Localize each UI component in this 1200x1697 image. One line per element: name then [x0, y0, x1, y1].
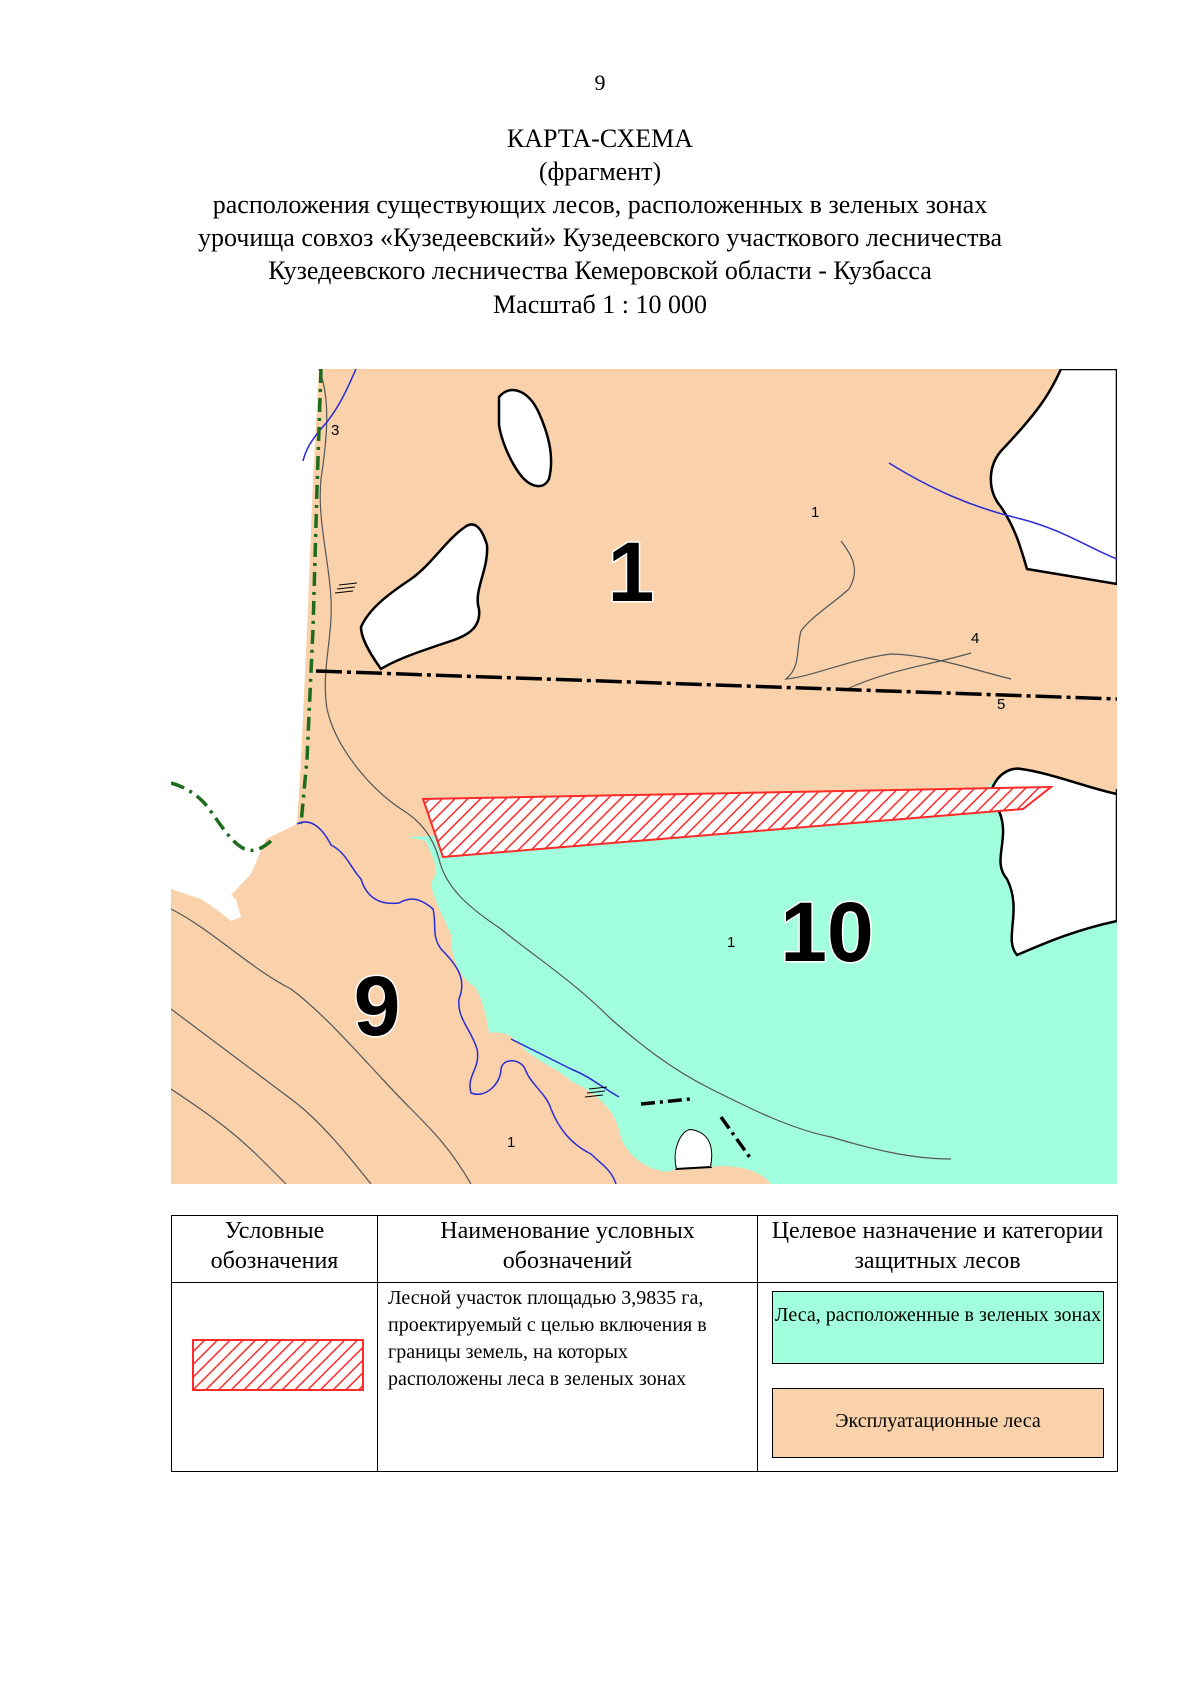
non-forest-gap: [171, 369, 319, 904]
category-exploitation-forest: Эксплуатационные леса: [772, 1388, 1104, 1458]
legend-item-description: Лесной участок площадью 3,9835 га, проектируемый с целью включения в границы земель, на которых расположены леса в зеленых зонах: [378, 1283, 758, 1472]
legend-header-row: [172, 1216, 1118, 1283]
map-canvas[interactable]: [171, 369, 1117, 1184]
title-line-5: Кузедеевского лесничества Кемеровской области - Кузбасса: [268, 256, 932, 285]
plot-label-1-quarter-9: 1: [507, 1134, 516, 1151]
map-title: [0, 122, 1200, 287]
legend-table: [171, 1215, 1118, 1472]
legend-item-row: [172, 1283, 1118, 1472]
map-fragment[interactable]: [171, 369, 1117, 1184]
legend-header-symbol: Условные обозначения: [172, 1216, 378, 1283]
title-line-4: урочища совхоз «Кузедеевский» Кузедеевского участкового лесничества: [197, 223, 1003, 252]
legend-symbol-cell: [172, 1283, 378, 1472]
quarter-number-10: 10: [780, 885, 874, 979]
map-scale: Масштаб 1 : 10 000: [493, 290, 707, 319]
plot-label-1-quarter-10: 1: [727, 934, 736, 951]
plot-label-1-quarter-1: 1: [811, 504, 820, 521]
page-number: 9: [594, 70, 606, 95]
quarter-number-1: 1: [607, 525, 655, 619]
plot-label-3: 3: [331, 422, 340, 439]
red-hatch-swatch-icon: [192, 1339, 364, 1391]
title-line-3: расположения существующих лесов, расположенных в зеленых зонах: [212, 190, 988, 219]
category-green-zone-forest: Леса, расположенные в зеленых зонах: [772, 1291, 1104, 1364]
title-line-2: (фрагмент): [538, 157, 662, 186]
legend-category-cell: [758, 1283, 1118, 1472]
title-line-1: КАРТА-СХЕМА: [506, 124, 694, 153]
quarter-number-9: 9: [353, 959, 401, 1053]
legend-header-category: Целевое назначение и категории защитных лесов: [758, 1216, 1118, 1283]
legend-header-name: Наименование условных обозначений: [378, 1216, 758, 1283]
plot-label-5: 5: [997, 696, 1006, 713]
plot-label-4: 4: [971, 630, 980, 647]
